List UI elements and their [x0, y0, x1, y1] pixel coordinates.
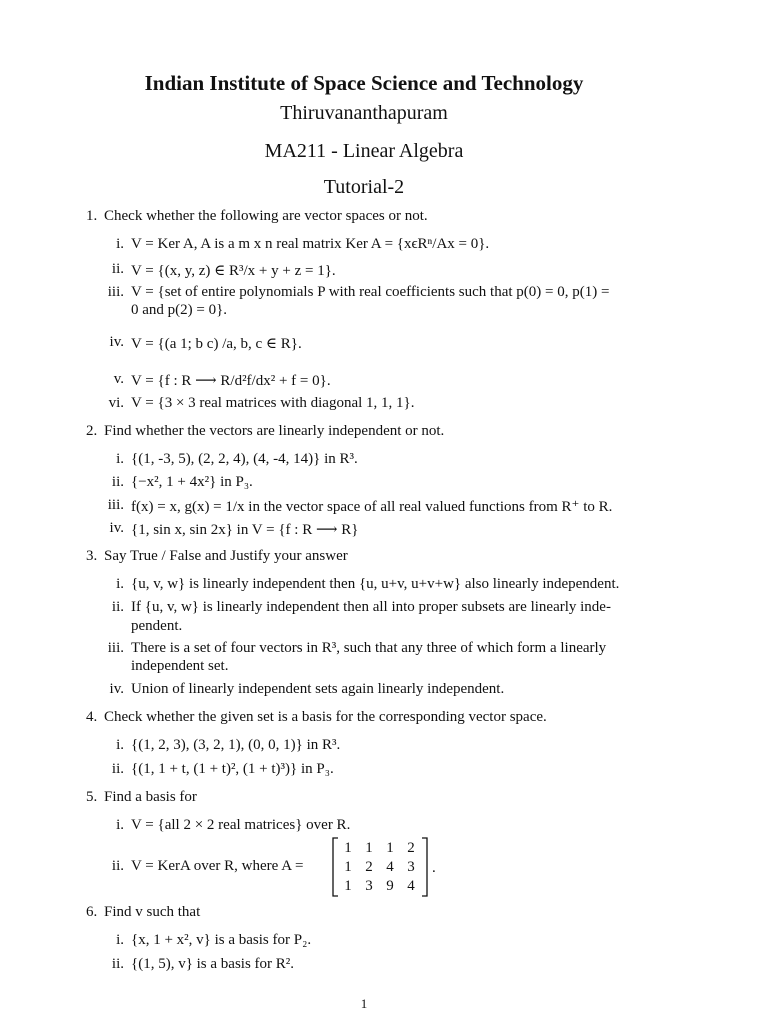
matrix-entry: 1: [344, 859, 352, 875]
matrix-entry: 1: [386, 840, 394, 856]
matrix-entry: 1: [344, 840, 352, 856]
question-6: [86, 904, 200, 921]
item-number: i.: [116, 576, 124, 592]
question-item: V = {(x, y, z) ∈ R³/x + y + z = 1}.: [131, 263, 336, 279]
matrix-right-bracket: [422, 838, 427, 896]
item-number: iv.: [109, 520, 124, 536]
question-item: V = {3 × 3 real matrices with diagonal 1, 1, 1}.: [131, 395, 415, 411]
question-item-continuation: independent set.: [131, 658, 229, 674]
question-item: {(1, 5), v} is a basis for R².: [131, 956, 295, 972]
question-5: [86, 789, 197, 806]
question-4: [86, 709, 547, 726]
question-2: [86, 423, 444, 440]
matrix-entry: 3: [365, 878, 373, 894]
item-number: iii.: [107, 497, 124, 513]
item-number: ii.: [111, 599, 124, 615]
question-item: {x, 1 + x², v} is a basis for P₂.: [131, 932, 312, 948]
matrix-entry: 9: [386, 878, 394, 894]
item-number: iii.: [107, 640, 124, 656]
item-number: ii.: [111, 956, 124, 972]
matrix-entry: 3: [407, 859, 415, 875]
item-number: iv.: [109, 334, 124, 350]
question-item: Union of linearly independent sets again linearly independent.: [131, 681, 505, 697]
matrix-entry: 1: [365, 840, 373, 856]
question-item: V = {all 2 × 2 real matrices} over R.: [131, 817, 351, 833]
question-number: 2.: [86, 423, 98, 439]
matrix-entry: 1: [344, 878, 352, 894]
city-subtitle: Thiruvananthapuram: [280, 102, 448, 124]
question-item: There is a set of four vectors in R³, such that any three of which form a linearly: [131, 640, 607, 656]
question-item: {(1, 1 + t, (1 + t)², (1 + t)³)} in P₃.: [131, 761, 334, 777]
question-number: 1.: [86, 208, 98, 224]
question-item: {u, v, w} is linearly independent then {u, u+v, u+v+w} also linearly independent.: [131, 576, 620, 592]
item-number: ii.: [111, 858, 124, 874]
question-text: Find a basis for: [104, 789, 197, 805]
matrix-entry: 4: [386, 859, 394, 875]
item-number: v.: [113, 371, 124, 387]
question-item: V = KerA over R, where A =: [131, 858, 304, 874]
tutorial-title: Tutorial-2: [323, 176, 405, 198]
item-number: i.: [116, 737, 124, 753]
question-text: Say True / False and Justify your answer: [104, 548, 348, 564]
question-1: [86, 208, 428, 225]
question-text: Check whether the given set is a basis for the corresponding vector space.: [104, 709, 547, 725]
item-number: ii.: [111, 474, 124, 490]
question-item-continuation: 0 and p(2) = 0}.: [131, 302, 228, 318]
question-text: Find whether the vectors are linearly independent or not.: [104, 423, 445, 439]
question-item: V = {(a 1; b c) /a, b, c ∈ R}.: [131, 336, 302, 352]
item-number: iii.: [107, 284, 124, 300]
question-item: V = {f : R ⟶ R/d²f/dx² + f = 0}.: [131, 373, 331, 389]
question-number: 4.: [86, 709, 98, 725]
item-number: i.: [116, 451, 124, 467]
item-number: iv.: [109, 681, 124, 697]
matrix-a: [330, 836, 440, 898]
page-number: 1: [360, 996, 368, 1011]
item-number: i.: [116, 236, 124, 252]
matrix-left-bracket: [333, 838, 338, 896]
question-text: Find v such that: [104, 904, 201, 920]
institute-title: Indian Institute of Space Science and Technology: [144, 71, 584, 95]
question-item: {(1, 2, 3), (3, 2, 1), (0, 0, 1)} in R³.: [131, 737, 341, 753]
item-number: i.: [116, 932, 124, 948]
question-3: [86, 548, 348, 565]
item-number: ii.: [111, 761, 124, 777]
item-number: ii.: [111, 261, 124, 277]
question-item: If {u, v, w} is linearly independent then all into proper subsets are linearly inde-: [131, 599, 611, 615]
question-number: 6.: [86, 904, 98, 920]
question-item: {(1, -3, 5), (2, 2, 4), (4, -4, 14)} in R³.: [131, 451, 358, 467]
matrix-entry: 2: [407, 840, 415, 856]
question-number: 5.: [86, 789, 98, 805]
question-item: V = {set of entire polynomials P with real coefficients such that p(0) = 0, p(1) =: [131, 284, 610, 300]
question-item-continuation: pendent.: [131, 618, 183, 634]
question-item: V = Ker A, A is a m x n real matrix Ker A = {xϵRⁿ/Ax = 0}.: [131, 236, 490, 252]
matrix-entry: 2: [365, 859, 373, 875]
item-number: i.: [116, 817, 124, 833]
question-number: 3.: [86, 548, 98, 564]
question-item: f(x) = x, g(x) = 1/x in the vector space of all real valued functions from R⁺ to R.: [131, 499, 613, 515]
matrix-entry: 4: [407, 878, 415, 894]
item-number: vi.: [108, 395, 124, 411]
matrix-period: .: [432, 860, 436, 876]
question-text: Check whether the following are vector spaces or not.: [104, 208, 428, 224]
question-item: {1, sin x, sin 2x} in V = {f : R ⟶ R}: [131, 522, 359, 538]
course-title: MA211 - Linear Algebra: [264, 140, 464, 162]
question-item: {−x², 1 + 4x²} in P₃.: [131, 474, 253, 490]
